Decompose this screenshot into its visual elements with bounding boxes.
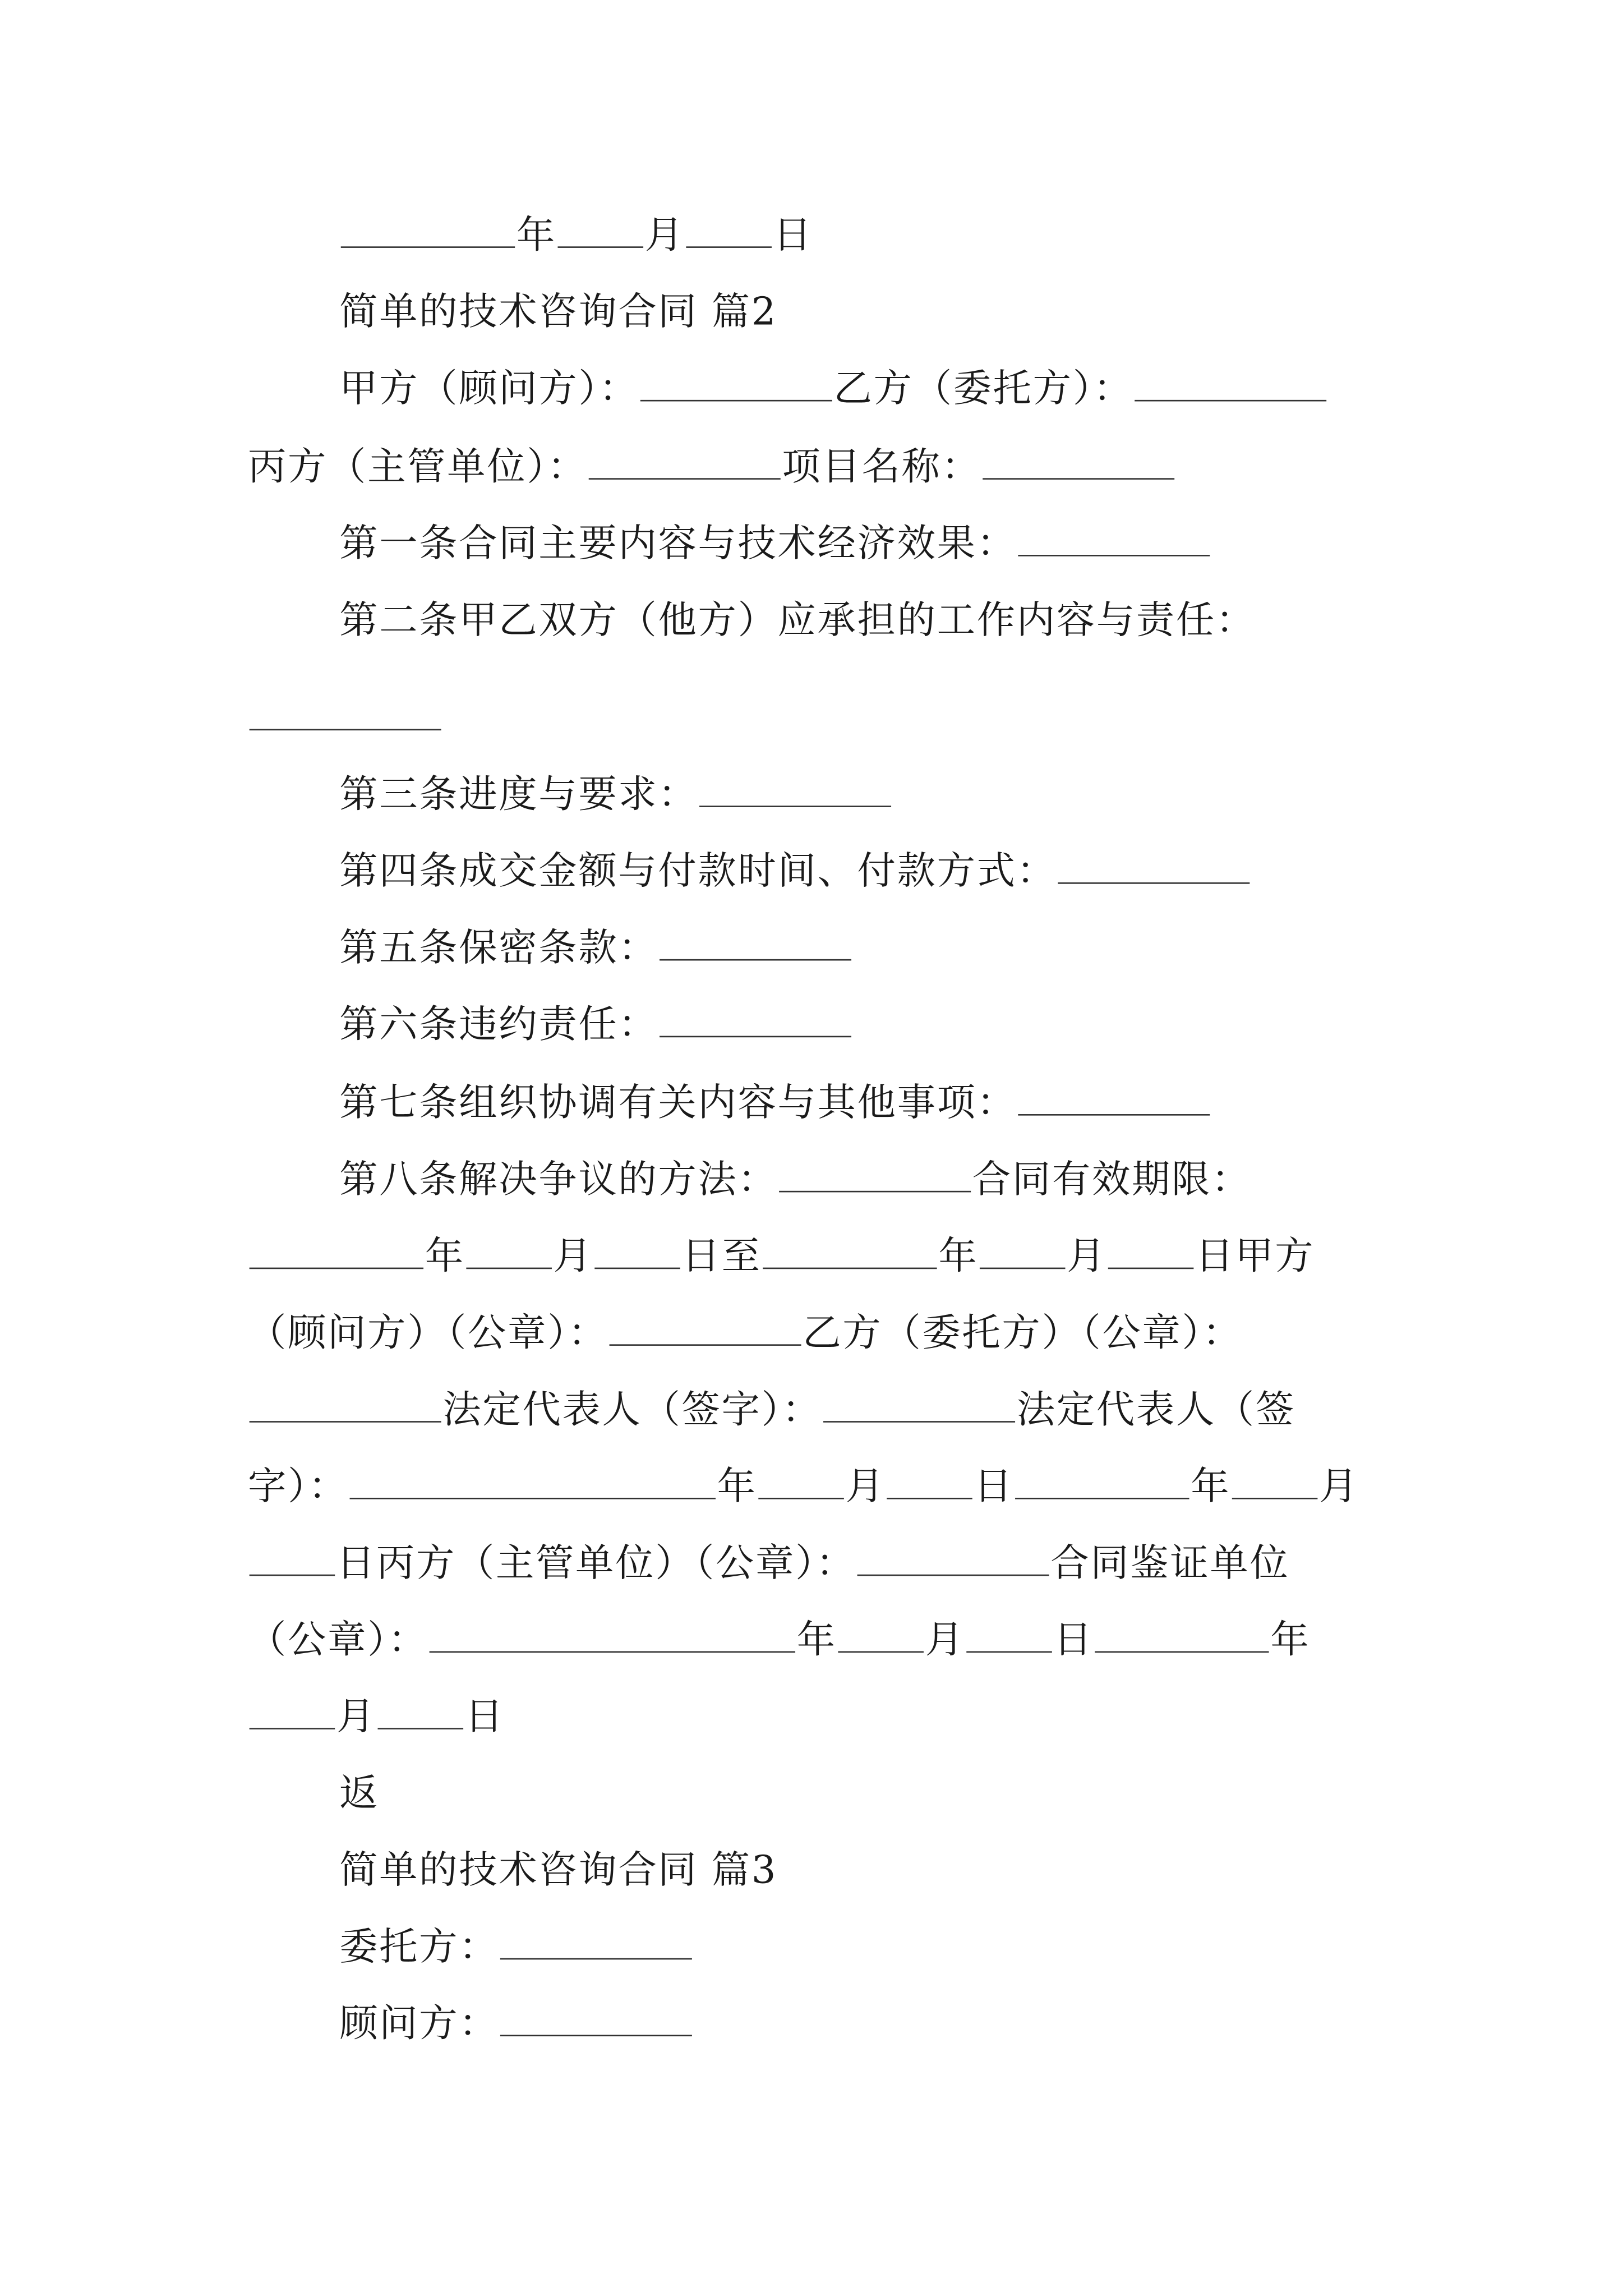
fill-in-blank[interactable] bbox=[779, 1156, 971, 1193]
line-text: 项目名称： bbox=[782, 445, 981, 490]
fill-in-blank[interactable] bbox=[1108, 1232, 1194, 1269]
line-text: 第四条成交金额与付款时间、付款方式： bbox=[339, 850, 1057, 895]
line-text: 乙方（委托方）： bbox=[833, 367, 1133, 412]
document-line bbox=[248, 1458, 1399, 1517]
line-text: 日 bbox=[773, 214, 813, 259]
fill-in-blank[interactable] bbox=[250, 1386, 441, 1423]
line-text: 乙方（委托方）（公章）： bbox=[803, 1312, 1243, 1356]
fill-in-blank[interactable] bbox=[823, 1386, 1015, 1423]
fill-in-blank[interactable] bbox=[466, 1232, 552, 1269]
fill-in-blank[interactable] bbox=[610, 1309, 801, 1346]
document-line bbox=[248, 1228, 1399, 1287]
line-text: （顾问方）（公章）： bbox=[247, 1312, 608, 1356]
fill-in-blank[interactable] bbox=[980, 1232, 1066, 1269]
document-line bbox=[248, 689, 1399, 748]
fill-in-blank[interactable] bbox=[857, 1539, 1049, 1576]
document-line bbox=[248, 1151, 1490, 1210]
line-text: 月 bbox=[1067, 1235, 1107, 1280]
fill-in-blank[interactable] bbox=[250, 1539, 335, 1576]
fill-in-blank[interactable] bbox=[250, 1232, 423, 1269]
fill-in-blank[interactable] bbox=[558, 211, 644, 248]
fill-in-blank[interactable] bbox=[250, 693, 441, 730]
line-text: 日甲方 bbox=[1195, 1235, 1315, 1280]
line-text: 月 bbox=[845, 1465, 886, 1510]
fill-in-blank[interactable] bbox=[500, 1923, 692, 1960]
line-text: 第二条甲乙双方（他方）应承担的工作内容与责任： bbox=[339, 599, 1256, 643]
fill-in-blank[interactable] bbox=[966, 1616, 1052, 1653]
fill-in-blank[interactable] bbox=[758, 1462, 844, 1499]
document-line bbox=[248, 1381, 1399, 1440]
line-text: 月 bbox=[644, 214, 685, 259]
fill-in-blank[interactable] bbox=[594, 1232, 680, 1269]
document-line bbox=[248, 438, 1399, 497]
line-text: 简单的技术咨询合同 篇3 bbox=[339, 1849, 777, 1893]
line-text: 简单的技术咨询合同 篇2 bbox=[339, 291, 777, 335]
line-text: 月 bbox=[553, 1235, 593, 1280]
document-line bbox=[248, 283, 1490, 342]
document-line bbox=[248, 1918, 1490, 1977]
fill-in-blank[interactable] bbox=[250, 1692, 335, 1729]
document-line bbox=[248, 766, 1490, 825]
document-line bbox=[248, 1842, 1490, 1901]
document-line bbox=[248, 1535, 1399, 1594]
fill-in-blank[interactable] bbox=[1018, 519, 1210, 556]
document-line bbox=[248, 1074, 1490, 1133]
fill-in-blank[interactable] bbox=[1015, 1462, 1189, 1499]
line-text: 甲方（顾问方）： bbox=[339, 367, 639, 412]
line-text: （公章）： bbox=[247, 1618, 428, 1663]
line-text: 合同有效期限： bbox=[972, 1158, 1252, 1203]
line-text: 第八条解决争议的方法： bbox=[339, 1158, 778, 1203]
line-text: 日丙方（主管单位）（公章）： bbox=[336, 1542, 856, 1586]
document-line bbox=[248, 360, 1490, 419]
document-line bbox=[248, 1995, 1490, 2054]
fill-in-blank[interactable] bbox=[983, 443, 1174, 480]
line-text: 年 bbox=[938, 1235, 979, 1280]
document-line bbox=[248, 1765, 1490, 1824]
document-line bbox=[248, 843, 1490, 901]
line-text: 月 bbox=[1319, 1465, 1359, 1510]
line-text: 日 bbox=[464, 1695, 505, 1740]
document-line bbox=[248, 919, 1490, 978]
line-text: 法定代表人（签字）： bbox=[442, 1388, 822, 1433]
document-line bbox=[248, 996, 1490, 1055]
line-text: 年 bbox=[1270, 1618, 1311, 1663]
line-text: 日 bbox=[974, 1465, 1014, 1510]
line-text: 第五条保密条款： bbox=[339, 926, 658, 971]
fill-in-blank[interactable] bbox=[378, 1692, 464, 1729]
fill-in-blank[interactable] bbox=[686, 211, 772, 248]
document-line bbox=[248, 1688, 1399, 1747]
document-line bbox=[248, 515, 1490, 574]
document-line bbox=[248, 1612, 1399, 1671]
fill-in-blank[interactable] bbox=[660, 924, 851, 961]
line-text: 第六条违约责任： bbox=[339, 1003, 658, 1048]
fill-in-blank[interactable] bbox=[1135, 365, 1326, 402]
fill-in-blank[interactable] bbox=[1058, 847, 1249, 884]
line-text: 丙方（主管单位）： bbox=[247, 445, 588, 490]
line-text: 年 bbox=[425, 1235, 465, 1280]
line-text: 月 bbox=[336, 1695, 376, 1740]
document-line bbox=[248, 592, 1490, 651]
line-text: 年 bbox=[717, 1465, 757, 1510]
fill-in-blank[interactable] bbox=[500, 1999, 692, 2036]
line-text: 顾问方： bbox=[339, 2002, 499, 2047]
line-text: 第一条合同主要内容与技术经济效果： bbox=[339, 522, 1017, 567]
fill-in-blank[interactable] bbox=[887, 1462, 972, 1499]
line-text: 法定代表人（签 bbox=[1016, 1388, 1296, 1433]
line-text: 字）： bbox=[247, 1465, 348, 1510]
line-text: 年 bbox=[1191, 1465, 1231, 1510]
line-text: 返 bbox=[339, 1772, 380, 1817]
line-text: 第七条组织协调有关内容与其他事项： bbox=[339, 1082, 1017, 1126]
fill-in-blank[interactable] bbox=[341, 211, 515, 248]
line-text: 年 bbox=[796, 1618, 837, 1663]
line-text: 日至 bbox=[681, 1235, 762, 1280]
fill-in-blank[interactable] bbox=[1095, 1616, 1269, 1653]
fill-in-blank[interactable] bbox=[430, 1616, 795, 1653]
line-text: 年 bbox=[516, 214, 556, 259]
line-text: 日 bbox=[1053, 1618, 1094, 1663]
fill-in-blank[interactable] bbox=[1018, 1079, 1210, 1116]
line-text: 委托方： bbox=[339, 1925, 499, 1970]
fill-in-blank[interactable] bbox=[838, 1616, 924, 1653]
fill-in-blank[interactable] bbox=[350, 1462, 716, 1499]
fill-in-blank[interactable] bbox=[640, 365, 832, 402]
document-line bbox=[248, 1304, 1399, 1363]
fill-in-blank[interactable] bbox=[763, 1232, 937, 1269]
line-text: 合同鉴证单位 bbox=[1050, 1542, 1290, 1586]
fill-in-blank[interactable] bbox=[589, 443, 781, 480]
line-text: 第三条进度与要求： bbox=[339, 773, 698, 818]
fill-in-blank[interactable] bbox=[699, 770, 891, 807]
line-text: 月 bbox=[925, 1618, 965, 1663]
fill-in-blank[interactable] bbox=[660, 1000, 851, 1037]
fill-in-blank[interactable] bbox=[1232, 1462, 1318, 1499]
document-line bbox=[248, 206, 1490, 265]
